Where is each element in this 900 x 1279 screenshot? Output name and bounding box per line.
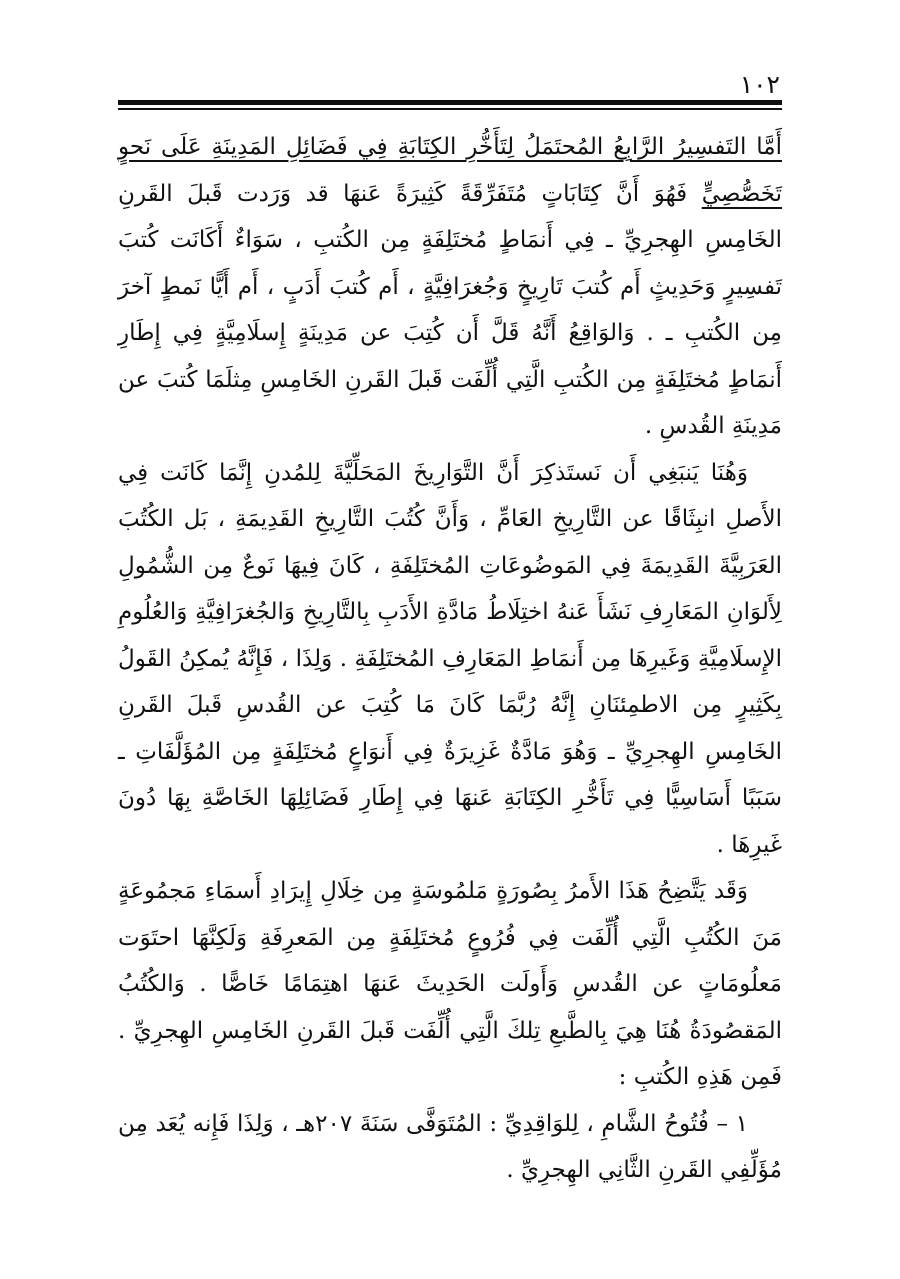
body-text bbox=[118, 124, 782, 1194]
paragraph-1-text: فَهُوَ أَنَّ كِتَابَاتٍ مُتَفَرِّقَةً كَثِيرَةً عَنهَا قد وَرَدت قَبلَ القَرنِ الخَامِسِ الهِجرِيِّ ـ فِي أَنمَاطٍ مُختَلِفَةٍ مِن الكُتبِ ، سَوَاءٌ أَكَانَت كُتبَ تَفسِيرٍ وَحَدِيثٍ أَم كُتبَ تَارِيخٍ وَجُغرَافِيَّةٍ ، أَم كُتبَ أَدَبٍ ، أَم أَيًّا نَمطٍ آخرَ مِن الكُتبِ ـ . وَالوَاقِعُ أَنَّهُ قَلَّ أَن كُتِبَ عن مَدِينَةٍ إِسلَامِيَّةٍ فِي إِطَارِ أَنمَاطٍ مُختَلِفَةٍ مِن الكُتبِ الَّتِي أُلِّفَت قَبلَ القَرنِ الخَامِسِ مِثلَمَا كُتبَ عن مَدِينَةِ القُدسِ . bbox=[118, 180, 782, 439]
paragraph-1 bbox=[118, 124, 782, 450]
paragraph-2: وَهُنَا يَنبَغِي أَن نَستَذكِرَ أَنَّ التَّوَارِيخَ المَحَلِّيَّةَ لِلمُدنِ إِنَّمَا كَانَت فِي الأَصلِ انبِثَاقًا عن التَّارِيخِ العَامِّ ، وَأَنَّ كُتُبَ التَّارِيخِ القَدِيمَةِ ، بَل الكُتُبَ العَرَبِيَّةَ القَدِيمَةَ فِي المَوضُوعَاتِ المُختَلِفَةِ ، كَانَ فِيهَا نَوعٌ مِن الشُّمُولِ لِأَلوَانِ المَعَارِفِ نَشَأَ عَنهُ اختِلَاطُ مَادَّةِ الأَدَبِ بِالتَّارِيخِ وَالجُغرَافِيَّةِ وَالعُلُومِ الإِسلَامِيَّةِ وَغَيرِهَا مِن أَنمَاطِ المَعَارِفِ المُختَلِفَةِ . وَلِذَا ، فَإِنَّهُ يُمكِنُ القَولُ بِكَثِيرٍ مِن الاطمِئنَانِ إِنَّهُ رُبَّمَا كَانَ مَا كُتِبَ عن القُدسِ قَبلَ القَرنِ الخَامِسِ الهِجرِيِّ ـ وَهُوَ مَادَّةٌ غَزِيرَةٌ فِي أَنوَاعٍ مُختَلِفَةٍ مِن المُؤَلَّفَاتِ ـ سَبَبًا أَسَاسِيًّا فِي تَأَخُّرِ الكِتَابَةِ عَنهَا فِي إِطَارِ فَضَائِلِهَا الخَاصَّةِ بِهَا دُونَ غَيرِهَا . bbox=[118, 459, 782, 858]
header-rule-thick bbox=[118, 100, 782, 105]
header-rule-thin bbox=[118, 108, 782, 110]
underlined-heading-phrase: أَمَّا التَفسِيرُ الرَّابِعُ المُحتَمَلُ لِتَأَخُّرِ الكِتَابَةِ فِي فَضَائِلِ المَدِينَةِ عَلَى نَحوٍ تَخَصُّصِيٍّ bbox=[118, 134, 782, 207]
paragraph-3: وَقَد يَتَّضِحُ هَذَا الأَمرُ بِصُورَةٍ مَلمُوسَةٍ مِن خِلَالِ إِيرَادِ أَسمَاءِ مَجمُوعَةٍ مَنَ الكُتُبِ الَّتِي أُلِّفَت فِي فُرُوعٍ مُختَلِفَةٍ مِن المَعرِفَةِ وَلَكِنَّهَا احتَوَت مَعلُومَاتٍ عن القُدسِ وَأَولَت الحَدِيثَ عَنهَا اهتِمَامًا خَاصًّا . وَالكُتُبُ المَقصُودَةُ هُنَا هِيَ بِالطَّبعِ تِلكَ الَّتِي أُلِّفَت قَبلَ القَرنِ الخَامِسِ الهِجرِيِّ . فَمِن هَذِهِ الكُتبِ : bbox=[118, 878, 782, 1090]
page-number: ١٠٢ bbox=[739, 70, 780, 99]
paragraph-4-list-item: ١ – فُتُوحُ الشَّامِ ، لِلوَاقِدِيِّ : المُتَوَفَّى سَنَةَ ٢٠٧هـ ، وَلِذَا فَإِنه يُعَد مِن مُؤَلِّفِي القَرنِ الثَّانِي الهِجرِيِّ . bbox=[118, 1110, 782, 1183]
